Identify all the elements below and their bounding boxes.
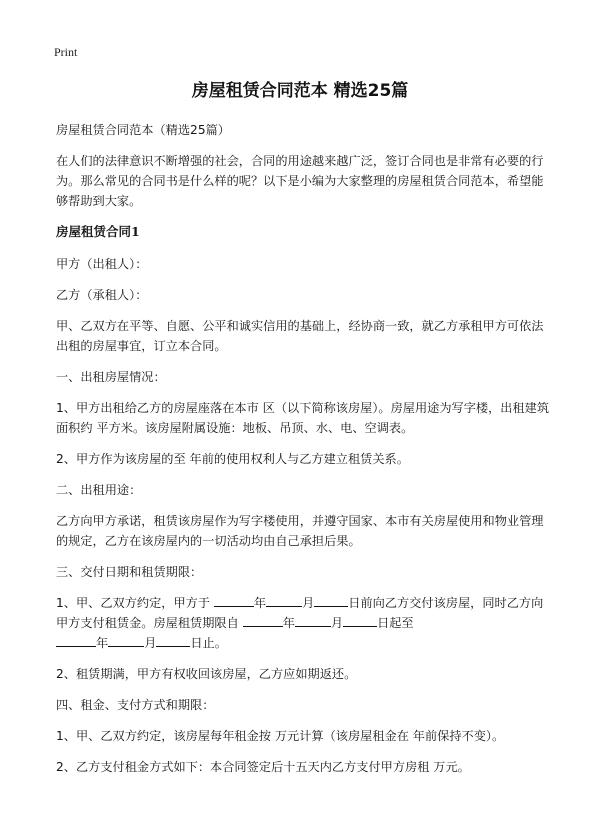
clause-3-item-2: 2、租赁期满，甲方有权收回该房屋，乙方应如期返还。 — [56, 667, 357, 681]
year-label: 年 — [253, 596, 267, 610]
clause-4-title: 四、租金、支付方式和期限： — [56, 698, 215, 712]
clause-1-item-1: 1、甲方出租给乙方的房屋座落在本市 区（以下简称该房屋）。房屋用途为写字楼，出租建筑面积约 平方米。该房屋附属设施：地板、吊顶、水、电、空调表。 — [56, 401, 550, 435]
clause-2-text: 乙方向甲方承诺，租赁该房屋作为写字楼使用，并遵守国家、本市有关房屋使用和物业管理的规定，乙方在该房屋内的一切活动均由自己承担后果。 — [56, 514, 544, 548]
clause-3-item-1 — [56, 593, 550, 653]
clause-2-title: 二、出租用途： — [56, 483, 142, 497]
party-a-line: 甲方（出租人）： — [56, 257, 148, 271]
blank-line — [156, 633, 190, 647]
clause-1-title: 一、出租房屋情况： — [56, 370, 166, 384]
blank-line — [266, 593, 302, 607]
print-link[interactable]: Print — [54, 45, 78, 59]
agreement-intro-paragraph: 甲、乙双方在平等、自愿、公平和诚实信用的基础上，经协商一致，就乙方承租甲方可依法出租的房屋事宜，订立本合同。 — [56, 319, 544, 353]
clause-1-item-2: 2、甲方作为该房屋的至 年前的使用权利人与乙方建立租赁关系。 — [56, 452, 409, 466]
clause-3-title: 三、交付日期和租赁期限： — [56, 565, 203, 579]
document-body — [56, 120, 550, 788]
document-title: 房屋租赁合同范本 精选25篇 — [191, 81, 409, 101]
blank-line — [108, 633, 144, 647]
clause-3-text-part-1: 1、甲、乙双方约定，甲方于 — [56, 596, 211, 610]
clause-3-text-part-4: 日止。 — [190, 636, 227, 650]
blank-line — [343, 613, 377, 627]
clause-3-text-part-3: 日起至 — [377, 616, 414, 630]
year-label: 年 — [96, 636, 109, 650]
section-heading: 房屋租赁合同1 — [56, 224, 140, 239]
blank-line — [56, 633, 96, 647]
year-label: 年 — [282, 616, 295, 630]
blank-line — [243, 613, 283, 627]
intro-paragraph: 在人们的法律意识不断增强的社会，合同的用途越来越广泛，签订合同也是非常有必要的行为。那么常见的合同书是什么样的呢？以下是小编为大家整理的房屋租赁合同范本，希望能够帮助到大家。 — [56, 154, 544, 208]
clause-4-item-2: 2、乙方支付租金方式如下：本合同签定后十五天内乙方支付甲方房租 万元。 — [56, 760, 470, 774]
month-label: 月 — [330, 616, 344, 630]
blank-line — [314, 593, 348, 607]
month-label: 月 — [302, 596, 315, 610]
month-label: 月 — [144, 636, 157, 650]
blank-line — [214, 593, 254, 607]
party-b-line: 乙方（承租人）： — [56, 288, 148, 302]
blank-line — [295, 613, 331, 627]
document-subtitle: 房屋租赁合同范本（精选25篇） — [56, 123, 230, 137]
clause-4-item-1: 1、甲、乙双方约定，该房屋每年租金按 万元计算（该房屋租金在 年前保持不变）。 — [56, 729, 505, 743]
clause-3-text-part-2: 日前向乙方交付该房屋，同时乙方向甲方支付租赁金。房屋租赁期限自 — [56, 596, 544, 630]
